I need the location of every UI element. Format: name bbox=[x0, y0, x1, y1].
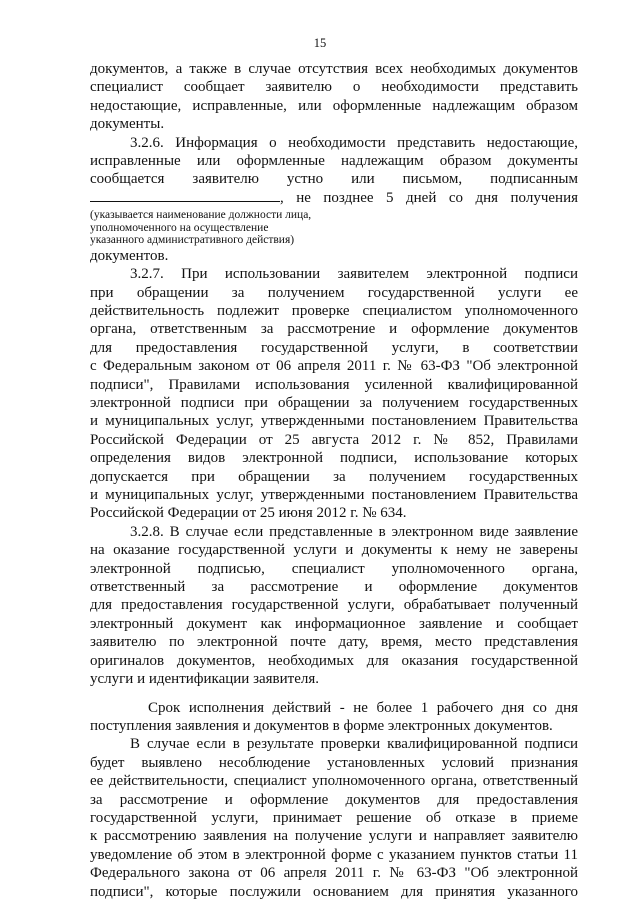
page-number: 15 bbox=[313, 36, 327, 50]
caption-line: указанного административного действия) bbox=[90, 234, 295, 247]
text-line: Федерального закона от 06 апреля 2011 г. № 63-ФЗ "Об электронной bbox=[90, 865, 578, 882]
paragraph-deadline bbox=[90, 699, 578, 736]
text-line: определения видов электронной подписи, использование которых bbox=[90, 450, 578, 467]
text-line: электронный документ как информационное заявление и сообщает bbox=[90, 615, 578, 632]
text-line: Российской Федерации от 25 августа 2012 г. № 852, Правилами bbox=[90, 431, 578, 448]
text-line: сообщается заявителю устно или письмом, подписанным bbox=[90, 171, 578, 188]
paragraph-3-2-6 bbox=[90, 134, 578, 266]
text-line: допускается при обращении за получением государственных bbox=[90, 468, 578, 485]
text-line: на оказание государственной услуги и документы к нему не заверены bbox=[90, 542, 578, 559]
text-line: документов, а также в случае отсутствия всех необходимых документов bbox=[90, 61, 578, 77]
caption-line: (указывается наименование должности лица, bbox=[90, 209, 312, 222]
text-line: документов. bbox=[90, 247, 169, 264]
text-line: документы. bbox=[90, 116, 165, 133]
footnote-caption bbox=[90, 209, 578, 247]
body-text bbox=[90, 60, 578, 901]
text-line: специалист сообщает заявителю о необходимости представить bbox=[90, 79, 578, 96]
text-line: ее действительности, специалист уполномоченного органа, ответственный bbox=[90, 773, 578, 790]
text-line: электронной подписи при обращении за получением государственных bbox=[90, 395, 578, 411]
text-line: ответственный за рассмотрение и оформление документов bbox=[90, 579, 578, 596]
text-line: электронной подписью, специалист уполномоченного органа, bbox=[90, 560, 578, 577]
text-line: 3.2.8. В случае если представленные в электронном виде заявление bbox=[130, 523, 578, 540]
text-line: недостающие, исправленные, или оформленные надлежащим образом bbox=[90, 97, 578, 114]
paragraph-3-2-7 bbox=[90, 265, 578, 523]
text-line: заявителю по электронной почте дату, время, место представления bbox=[90, 634, 578, 651]
paragraph-refusal bbox=[90, 735, 578, 901]
text-line: государственной услуги, принимает решение об отказе в приеме bbox=[90, 809, 578, 826]
text-line: подписи", которые послужили основанием для принятия указанного bbox=[90, 883, 578, 900]
paragraph-continuation bbox=[90, 60, 578, 134]
text-line: Срок исполнения действий - не более 1 рабочего дня со дня bbox=[148, 699, 578, 716]
text-line: услуги и идентификации заявителя. bbox=[90, 671, 320, 688]
text-fragment: , не позднее 5 дней со дня получения bbox=[280, 189, 578, 206]
text-line: органа, ответственным за рассмотрение и оформление документов bbox=[90, 321, 578, 338]
text-line: за рассмотрение и оформление документов для предоставления bbox=[90, 791, 578, 808]
text-line: оригиналов документов, необходимых для оказания государственной bbox=[90, 652, 578, 669]
text-line: для предоставления государственной услуги, обрабатывает полученный bbox=[90, 597, 578, 614]
text-line: при обращении за получением государственной услуги ее bbox=[90, 284, 578, 301]
text-line: 3.2.6. Информация о необходимости представить недостающие, bbox=[130, 134, 578, 151]
text-line: уведомление об этом в электронной форме с указанием пунктов статьи 11 bbox=[90, 846, 578, 863]
text-line: действительность подлежит проверке специалистом уполномоченного bbox=[90, 302, 578, 319]
text-line: для предоставления государственной услуги, в соответствии bbox=[90, 339, 578, 356]
text-line: будет выявлено несоблюдение установленных условий признания bbox=[90, 754, 578, 771]
signature-blank-line bbox=[90, 189, 280, 202]
text-line: В случае если в результате проверки квалифицированной подписи bbox=[130, 736, 578, 753]
text-line: Российской Федерации от 25 июня 2012 г. № 634. bbox=[90, 505, 407, 522]
text-line: к рассмотрению заявления на получение услуги и направляет заявителю bbox=[90, 828, 578, 845]
text-line: и муниципальных услуг, утвержденными постановлением Правительства bbox=[90, 413, 578, 430]
caption-line: уполномоченного на осуществление bbox=[90, 221, 269, 234]
text-line-with-blank bbox=[90, 189, 578, 207]
text-line: исправленные или оформленные надлежащим образом документы bbox=[90, 153, 578, 170]
paragraph-3-2-8 bbox=[90, 523, 578, 689]
text-line: 3.2.7. При использовании заявителем электронной подписи bbox=[130, 266, 578, 283]
text-line: с Федеральным законом от 06 апреля 2011 г. № 63-ФЗ "Об электронной bbox=[90, 358, 578, 375]
text-line: подписи", Правилами использования усиленной квалифицированной bbox=[90, 376, 578, 393]
text-line: и муниципальных услуг, утвержденными постановлением Правительства bbox=[90, 487, 578, 504]
text-line: поступления заявления и документов в форме электронных документов. bbox=[90, 717, 553, 734]
